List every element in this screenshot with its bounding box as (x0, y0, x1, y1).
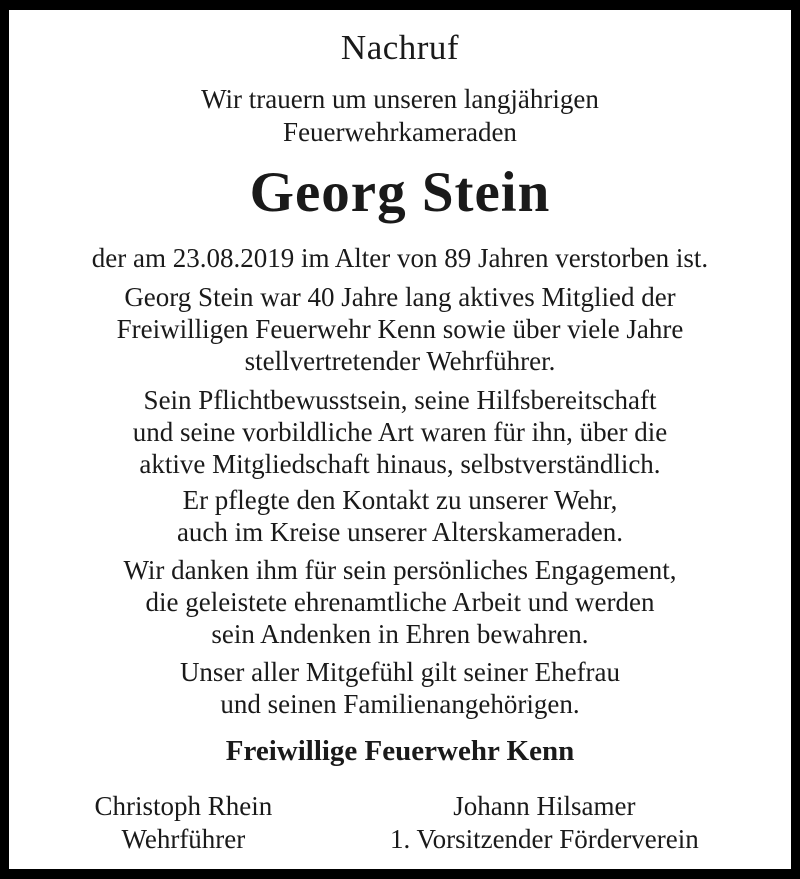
paragraph-line: Wir danken ihm für sein persönliches Engagement, (123, 555, 677, 585)
signatory-name: Johann Hilsamer (453, 791, 636, 821)
body-paragraph (39, 281, 761, 377)
signatory-role: 1. Vorsitzender Förderverein (390, 824, 699, 854)
paragraph-line: Georg Stein war 40 Jahre lang aktives Mitglied der (124, 282, 676, 312)
signatory-role: Wehrführer (121, 824, 246, 854)
signature-left (39, 790, 328, 856)
paragraph-line: und seinen Familienangehörigen. (220, 689, 580, 719)
paragraph-line: Er pflegte den Kontakt zu unserer Wehr, (182, 485, 618, 515)
paragraph-line: und seine vorbildliche Art waren für ihn, über die (132, 417, 668, 447)
obituary-content (9, 28, 791, 856)
paragraph-line: Sein Pflichtbewusstsein, seine Hilfsbereitschaft (143, 385, 657, 415)
paragraph-line: aktive Mitgliedschaft hinaus, selbstverständlich. (139, 449, 661, 479)
paragraph-line: stellvertretender Wehrführer. (244, 346, 556, 376)
intro-line: Feuerwehrkameraden (283, 117, 517, 147)
body-paragraph (39, 554, 761, 650)
paragraph-line: sein Andenken in Ehren bewahren. (211, 619, 589, 649)
paragraph-line: Unser aller Mitgefühl gilt seiner Ehefrau (179, 657, 621, 687)
death-date-line: der am 23.08.2019 im Alter von 89 Jahren verstorben ist. (91, 243, 709, 273)
paragraph-line: Freiwilligen Feuerwehr Kenn sowie über viele Jahre (116, 314, 684, 344)
notice-type-heading: Nachruf (340, 28, 460, 67)
signature-right (328, 790, 761, 856)
intro-line: Wir trauern um unseren langjährigen (201, 84, 599, 114)
signatory-name: Christoph Rhein (94, 791, 273, 821)
body-paragraph (39, 484, 761, 548)
body-paragraph (39, 384, 761, 480)
intro-text (39, 83, 761, 149)
paragraph-line: auch im Kreise unserer Alterskameraden. (176, 517, 624, 547)
signature-row (39, 790, 761, 856)
obituary-sheet (9, 10, 791, 869)
organization-name: Freiwillige Feuerwehr Kenn (225, 735, 575, 767)
deceased-name: Georg Stein (249, 161, 551, 224)
body-paragraph (39, 656, 761, 720)
paragraph-line: die geleistete ehrenamtliche Arbeit und werden (145, 587, 655, 617)
